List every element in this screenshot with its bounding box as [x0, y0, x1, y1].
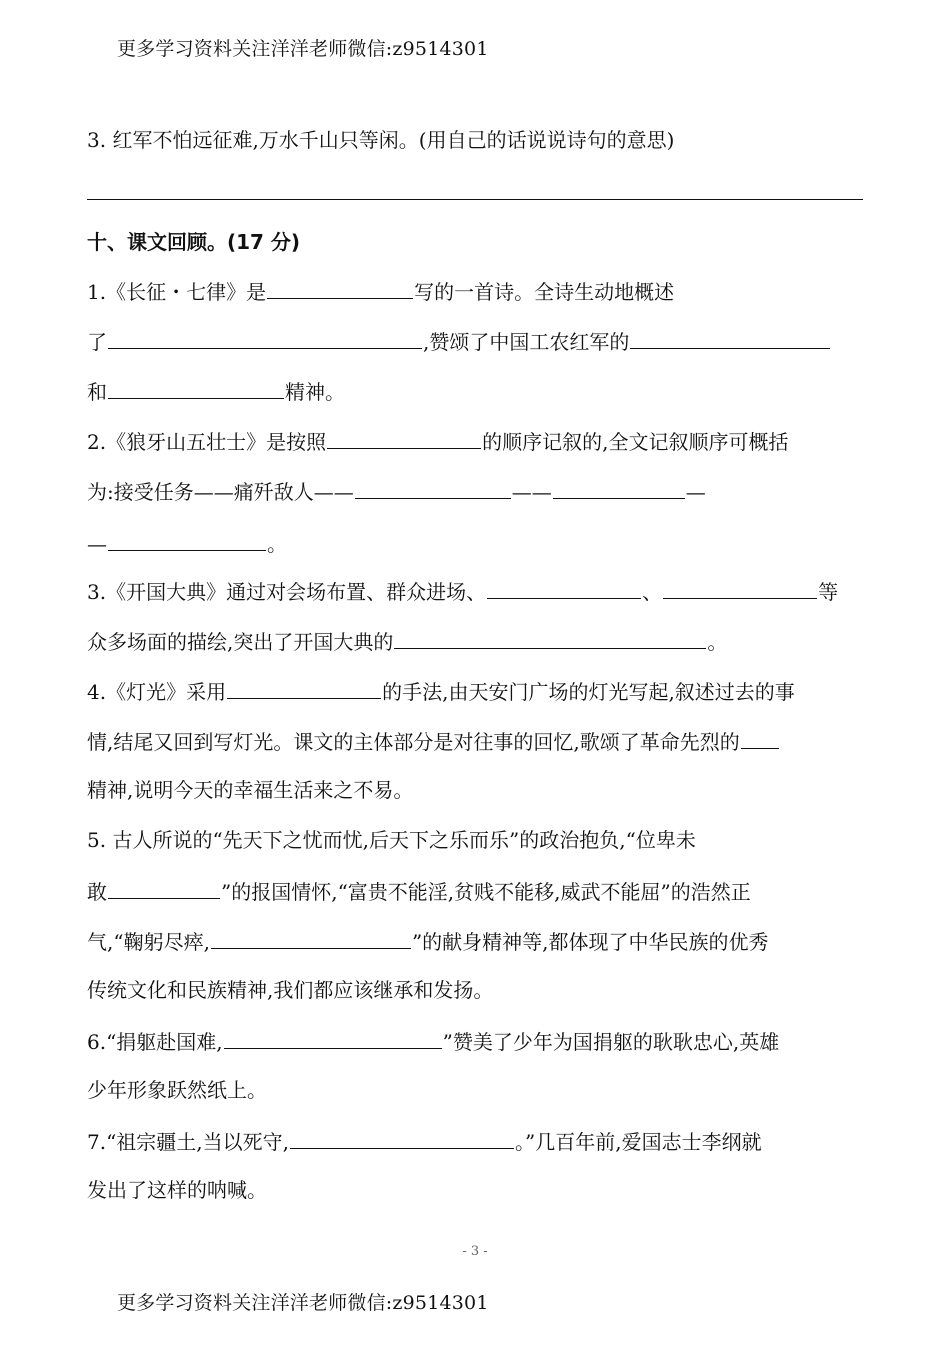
item-4-line-1: 4.《灯光》采用 的手法,由天安门广场的灯光写起,叙述过去的事 — [87, 676, 795, 706]
item-2-line-1: 2.《狼牙山五壮士》是按照 的顺序记叙的,全文记叙顺序可概括 — [87, 426, 788, 456]
item-5-line-1: 5. 古人所说的“先天下之忧而忧,后天下之乐而乐”的政治抱负,“位卑未 — [87, 828, 696, 852]
item-5-line-2: 敢 ”的报国情怀,“富贵不能淫,贫贱不能移,威武不能屈”的浩然正 — [87, 876, 751, 906]
item-7-line-2: 发出了这样的呐喊。 — [87, 1178, 267, 1202]
blank[interactable] — [224, 1026, 442, 1049]
blank[interactable] — [663, 576, 817, 599]
blank[interactable] — [108, 528, 266, 551]
item-5-line-3: 气,“鞠躬尽瘁, ”的献身精神等,都体现了中华民族的优秀 — [87, 926, 769, 956]
blank[interactable] — [741, 726, 779, 749]
item-6-line-2: 少年形象跃然纸上。 — [87, 1078, 267, 1102]
blank[interactable] — [327, 426, 481, 449]
blank[interactable] — [108, 326, 422, 349]
footer-watermark: 更多学习资料关注洋洋老师微信:z9514301 — [117, 1292, 489, 1314]
item-1-line-3: 和 精神。 — [87, 376, 345, 406]
item-1-line-2: 了 ,赞颂了中国工农红军的 — [87, 326, 831, 356]
item-6-line-1: 6.“捐躯赴国难, ”赞美了少年为国捐躯的耿耿忠心,英雄 — [87, 1026, 779, 1056]
item-4-line-2: 情,结尾又回到写灯光。课文的主体部分是对往事的回忆,歌颂了革命先烈的 — [87, 726, 780, 756]
item-2-line-3: — 。 — [87, 528, 287, 558]
blank[interactable] — [267, 276, 413, 299]
item-5-line-4: 传统文化和民族精神,我们都应该继承和发扬。 — [87, 978, 494, 1002]
section-title: 十、课文回顾。(17 分) — [87, 230, 301, 254]
page-number: - 3 - — [462, 1244, 488, 1259]
blank[interactable] — [108, 376, 284, 399]
header-watermark: 更多学习资料关注洋洋老师微信:z9514301 — [117, 38, 489, 60]
item-1-line-1: 1.《长征・七律》是 写的一首诗。全诗生动地概述 — [87, 276, 674, 306]
answer-line[interactable] — [87, 199, 863, 200]
item-3-line-2: 众多场面的描绘,突出了开国大典的 。 — [87, 626, 727, 656]
blank[interactable] — [487, 576, 641, 599]
blank[interactable] — [290, 1126, 514, 1149]
blank[interactable] — [394, 626, 706, 649]
blank[interactable] — [355, 476, 511, 499]
blank[interactable] — [108, 876, 220, 899]
blank[interactable] — [211, 926, 411, 949]
blank[interactable] — [630, 326, 830, 349]
question-3-poem: 3. 红军不怕远征难,万水千山只等闲。(用自己的话说说诗句的意思) — [87, 128, 675, 152]
item-7-line-1: 7.“祖宗疆土,当以死守, 。”几百年前,爱国志士李纲就 — [87, 1126, 762, 1156]
blank[interactable] — [227, 676, 381, 699]
item-2-line-2: 为:接受任务——痛歼敌人—— —— — — [87, 476, 706, 506]
item-4-line-3: 精神,说明今天的幸福生活来之不易。 — [87, 778, 414, 802]
item-3-line-1: 3.《开国大典》通过对会场布置、群众进场、 、 等 — [87, 576, 838, 606]
blank[interactable] — [553, 476, 685, 499]
